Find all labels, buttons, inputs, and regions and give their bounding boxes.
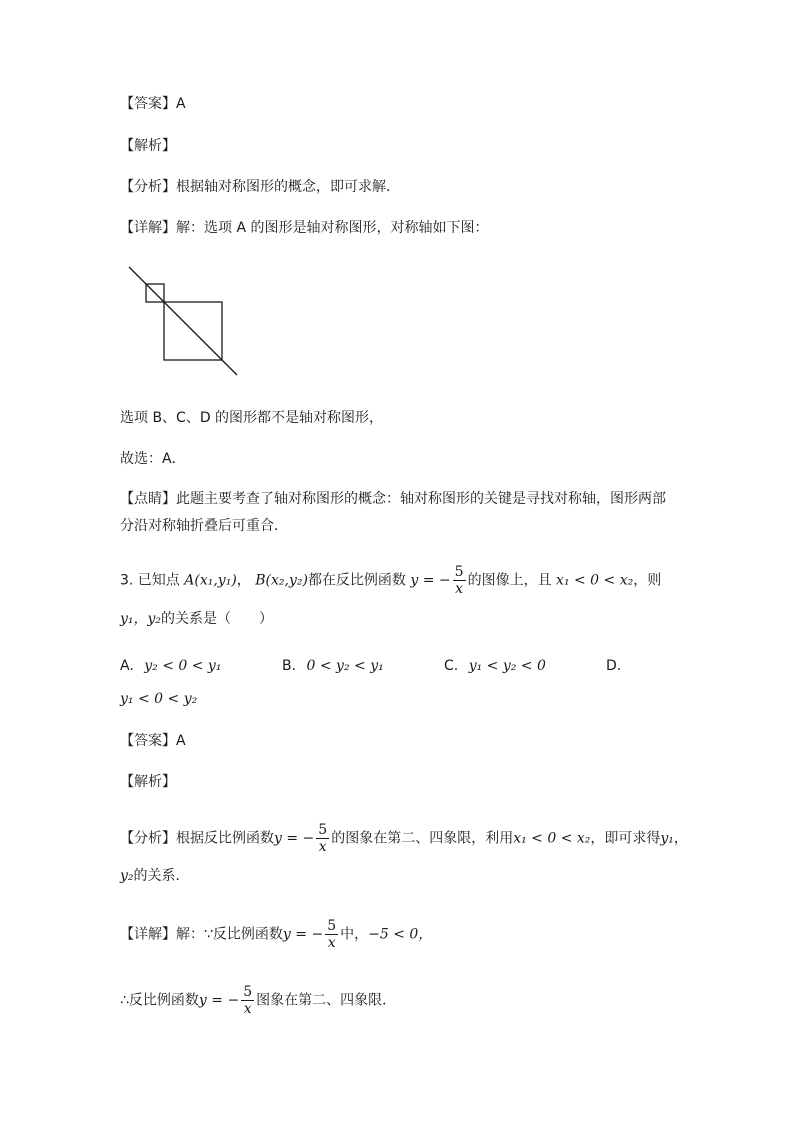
option-b [282, 656, 384, 676]
analysis-heading-1: 【解析】 [120, 138, 176, 154]
analysis-2-e: 的关系． [133, 868, 190, 884]
detail-line-2 [120, 918, 432, 951]
detail-2-c: 中， [340, 926, 369, 943]
because-symbol: ∵ [204, 926, 213, 943]
q3-suffix-2: ，则 [633, 572, 662, 589]
conclusion-denominator: x [243, 1001, 252, 1017]
q3-condition: x₁ < 0 < x₂ [556, 572, 634, 589]
analysis-heading-2: 【解析】 [120, 774, 176, 790]
conclusion-func: y = − [198, 992, 240, 1009]
detail-2-denominator: x [327, 935, 336, 951]
analysis-2-condition: x₁ < 0 < x₂ [513, 830, 591, 847]
option-c-expr: y₁ < y₂ < 0 [468, 658, 546, 674]
analysis-2-func: y = − [274, 830, 315, 847]
q3-point-b: B(x₂,y₂) [255, 572, 308, 589]
conclusion-line [120, 984, 396, 1017]
question-3-line-1 [120, 564, 661, 597]
q3-vars: y₁，y₂ [120, 611, 162, 627]
q3-relation-text: 的关系是（ ） [161, 611, 274, 627]
option-d-label: D. [606, 658, 622, 674]
analysis-2-a: 【分析】根据反比例函数 [120, 830, 274, 847]
others-line: 选项 B、C、D 的图形都不是轴对称图形， [120, 410, 384, 426]
q3-denominator: x [455, 581, 464, 597]
answer-line-2: 【答案】A [120, 733, 186, 749]
conclusion-a: 反比例函数 [128, 992, 199, 1009]
option-c-label: C. [444, 658, 459, 674]
detail-2-a: 【详解】解： [120, 926, 204, 943]
analysis-line-1: 【分析】根据轴对称图形的概念，即可求解． [120, 179, 400, 195]
choose-line: 故选：A． [120, 451, 186, 467]
q3-func: y = − [410, 572, 451, 589]
conclusion-b: 图象在第二、四象限． [256, 992, 397, 1009]
option-a-expr: y₂ < 0 < y₁ [144, 658, 222, 674]
q3-suffix-1: 的图像上，且 [467, 572, 552, 589]
conclusion-numerator: 5 [243, 984, 253, 1000]
q3-comma: ， [236, 572, 251, 589]
analysis-2-b: 的图象在第二、四象限，利用 [331, 830, 514, 847]
analysis-2-y2: y₂ [120, 868, 134, 884]
symmetry-axis [129, 267, 237, 375]
therefore-symbol: ∴ [120, 992, 129, 1009]
detail-2-d: −5 < 0， [368, 926, 433, 943]
q3-point-a: A(x₁,y₁) [184, 572, 237, 589]
option-a [120, 656, 221, 676]
analysis-2-c: ，即可求得 [590, 830, 661, 847]
analysis-2-numerator: 5 [318, 822, 328, 838]
question-3-line-2 [120, 609, 273, 629]
option-d-expr: y₁ < 0 < y₂ [120, 691, 198, 707]
analysis-2-d: ， [673, 830, 688, 847]
symmetry-figure [124, 262, 244, 382]
q3-mid: 都在反比例函数 [307, 572, 406, 589]
option-a-label: A. [120, 658, 134, 674]
analysis-2-fraction [316, 822, 329, 855]
q3-fraction [453, 564, 466, 597]
detail-2-func: y = − [282, 926, 324, 943]
detail-line-1: 【详解】解：选项 A 的图形是轴对称图形，对称轴如下图： [120, 220, 489, 236]
conclusion-fraction [241, 984, 254, 1017]
comment-line-1: 【点睛】此题主要考查了轴对称图形的概念：轴对称图形的关键是寻找对称轴，图形两部 [120, 491, 666, 507]
analysis-line-2b [120, 866, 190, 886]
analysis-2-denominator: x [318, 839, 327, 855]
analysis-2-y1: y₁ [660, 830, 674, 847]
detail-2-b: 反比例函数 [212, 926, 283, 943]
option-b-expr: 0 < y₂ < y₁ [306, 658, 384, 674]
comment-line-2: 分沿对称轴折叠后可重合． [120, 518, 288, 534]
option-b-label: B. [282, 658, 297, 674]
detail-2-fraction [325, 918, 338, 951]
answer-line-1: 【答案】A [120, 96, 186, 112]
option-c [444, 656, 546, 676]
detail-2-numerator: 5 [327, 918, 337, 934]
q3-numerator: 5 [454, 564, 464, 580]
q3-prefix: 3. 已知点 [120, 572, 180, 589]
analysis-line-2 [120, 822, 688, 855]
